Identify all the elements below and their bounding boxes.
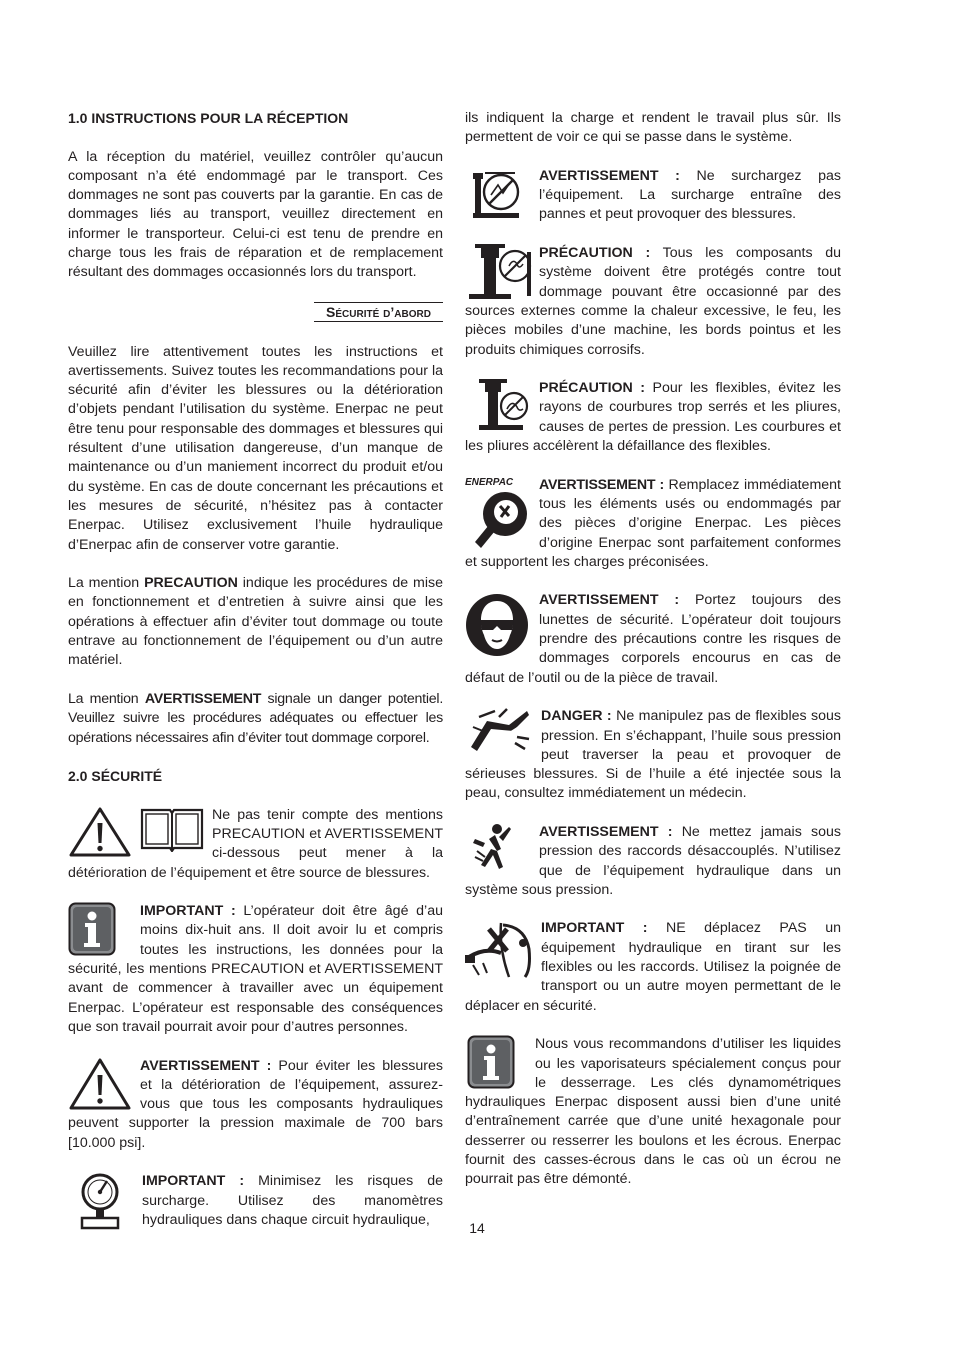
section-heading-reception: 1.0 INSTRUCTIONS POUR LA RÉCEPTION	[68, 110, 349, 126]
open-book-icon	[138, 806, 206, 852]
hose-injection-danger-icon	[469, 707, 531, 753]
paragraph-reception: A la réception du matériel, veuillez contrôler qu’aucun composant n’a été endommagé par le transport. Ces dommages ne sont pas couverts par la garantie. En cas de dommages liés au transport, veuillez directement en informer le transporteur. Celui-ci est tenu de prendre en charge tous les frais de réparation et de remplacement résultant des dommages occasionnés lors du transport.	[68, 148, 443, 281]
no-pulling-hose-icon	[465, 919, 537, 979]
info-icon	[467, 1035, 515, 1089]
overload-warning-icon	[471, 169, 525, 219]
block-precaution-flexibles: PRÉCAUTION : Pour les flexibles, évitez les rayons de courbures trop serrés et les pliures, causes de pertes de pression. Les courbures et les pliures accélèrent la défaillance des flexibles.	[465, 380, 841, 455]
block-precaution-protection: PRÉCAUTION : Tous les composants du système doivent être protégés contre tout dommage pouvant être occasionné par des sources externes comme la chaleur excessive, le feu, les pièces mobiles d’une machine, les bords pointus et les produits chimiques corrosifs.	[465, 245, 841, 358]
subheading-securite-dabord	[68, 302, 443, 323]
block-mentions: Ne pas tenir compte des mentions PRECAUTION et AVERTISSEMENT ci-dessous peut mener à la détérioration de l’équipement et être source de blessures.	[68, 806, 443, 881]
paragraph-precaution: La mention PRECAUTION indique les procédures de mise en fonctionnement et d’entretien à suivre ainsi que les opérations à effectuer afin d’éviter tout dommage ou toute entrave au fonctionnement de l’équipement ou d’un autre matériel.	[68, 575, 443, 669]
block-liquides: Nous vous recommandons d’utiliser les liquides ou les vaporisateurs spécialement conçus pour le desserrage. Les clés dynamométriques hydrauliques Enerpac disposent aussi bien d’une unité d’entraînement carrée que d’une unité hexagonale pour desserrer ou resserrer les boulons et les écrous. Enerpac fournit des casses-écrous dans le cas où un écrou ne pourrait pas être démonté.	[465, 1036, 841, 1188]
block-remplacement: ENERPAC AVERTISSEMENT : Remplacez immédiatement tous les éléments usés ou endommagés par des pièces d’origine Enerpac. Les pièces d’origine Enerpac sont parfaitement conformes et supportent les charges préconisées.	[465, 476, 841, 570]
safety-glasses-icon	[465, 593, 529, 657]
right-column	[465, 109, 841, 1209]
warning-triangle-icon	[68, 1057, 132, 1111]
block-avertissement-700: AVERTISSEMENT : Pour éviter les blessures et la détérioration de l’équipement, assurez-vous que tous les composants hydrauliques peuvent supporter la pression maximale de 700 bars [10.000 psi].	[68, 1057, 443, 1151]
paragraph-avertissement: La mention AVERTISSEMENT signale un danger potentiel. Veuillez suivre les procédures adéquates ou effectuer les opérations nécessaires afin d’éviter tout dommage corporel.	[68, 690, 444, 746]
hose-bend-icon	[479, 379, 529, 431]
block-surcharge: AVERTISSEMENT : Ne surchargez pas l’équipement. La surcharge entraîne des pannes et peut provoquer des blessures.	[465, 167, 841, 225]
left-column	[68, 109, 443, 1252]
page-number: 14	[469, 1220, 485, 1236]
enerpac-logo-text: ENERPAC	[465, 476, 514, 488]
block-danger-flexibles: DANGER : Ne manipulez pas de flexibles sous pression. En s’échappant, l’huile sous pression peut traverser la peau et provoquer de sérieuses blessures. Si de l’huile a été injectée sous la peau, consultez immédiatement un médecin.	[465, 708, 841, 802]
subheading-label: Sécurité d’abord	[314, 302, 443, 322]
paragraph-continuation: ils indiquent la charge et rendent le travail plus sûr. Ils permettent de voir ce qui se passe dans le système.	[465, 110, 841, 146]
disconnected-coupler-icon	[473, 823, 513, 873]
enerpac-replace-icon	[465, 476, 531, 548]
paragraph-safety: Veuillez lire attentivement toutes les instructions et avertissements. Suivez toutes les recommandations pour la sécurité afin d’éviter les blessures ou la détérioration d’objets pendant l’utilisation du système. Enerpac ne peut être tenu pour responsable des dommages et blessures qui résultent d’une utilisation dangereuse, d’un manque de maintenance ou d’un maniement incorrect du produit et/ou du système. En cas de doute concernant les précautions et les mesures de sécurité, n’hésitez pas à contacter Enerpac. Utilisez exclusivement l’huile hydraulique d’Enerpac afin de conserver votre garantie.	[68, 343, 443, 553]
block-important-age: IMPORTANT : L’opérateur doit être âgé d’au moins dix-huit ans. Il doit avoir lu et compris toutes les instructions, les données pour la sécurité, les mentions PRECAUTION et AVERTISSEMENT avant de commencer à travailler avec un équipement Enerpac. L’opérateur est responsable des conséquences que son travail pourrait avoir pour d’autres personnes.	[68, 903, 443, 1035]
block-deplacer: IMPORTANT : NE déplacez PAS un équipement hydraulique en tirant sur les flexibles ou les raccords. Utilisez la poignée de transport ou un autre moyen permettant de le déplacer en sécurité.	[465, 920, 841, 1014]
warning-triangle-icon	[68, 806, 132, 858]
block-lunettes: AVERTISSEMENT : Portez toujours des lunettes de sécurité. L’opérateur doit toujours prendre des précautions contre les risques de dommages corporels encourus en cas de défaut de l’outil ou de la pièce de travail.	[465, 592, 841, 686]
block-important-manometre: IMPORTANT : Minimisez les risques de surcharge. Utilisez des manomètres hydrauliques dans chaque circuit hydraulique,	[68, 1172, 443, 1232]
block-raccords: AVERTISSEMENT : Ne mettez jamais sous pression des raccords désaccouplés. N’utilisez que de l’équipement hydraulique dans un système sous pression.	[465, 823, 841, 898]
info-icon	[68, 902, 116, 956]
protection-caution-icon	[467, 244, 533, 300]
section-heading-securite: 2.0 SÉCURITÉ	[68, 768, 163, 785]
